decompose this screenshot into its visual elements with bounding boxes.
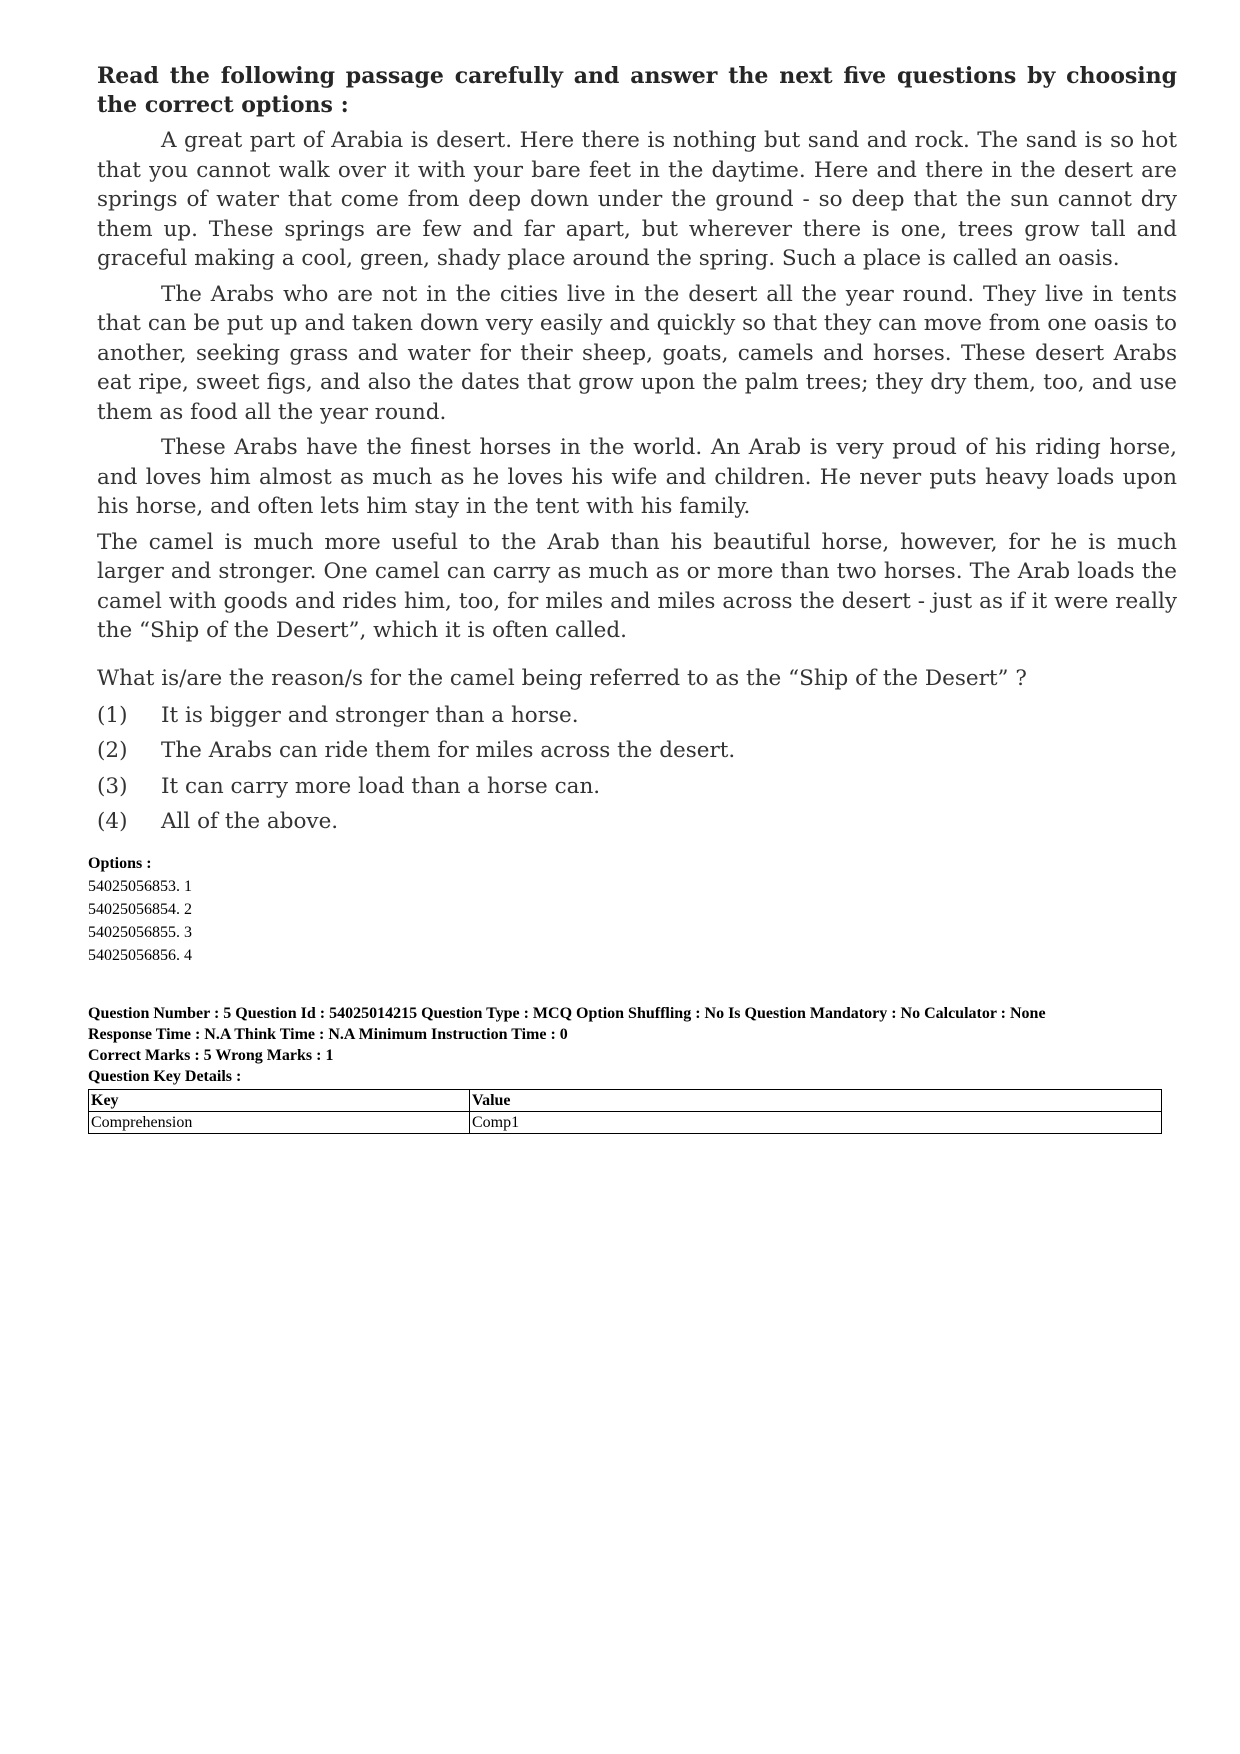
passage-paragraph-1: A great part of Arabia is desert. Here there is nothing but sand and rock. The sand is so hot that you cannot walk over it with your bare feet in the daytime. Here and there in the desert are springs of water that come from deep down under the ground - so deep that the sun cannot dry them up. These springs are few and far apart, but wherever there is one, trees grow tall and graceful making a cool, green, shady place around the spring. Such a place is called an oasis. xyxy=(97,128,1177,271)
answer-choice-text: All of the above. xyxy=(161,809,339,834)
answer-choice-text: The Arabs can ride them for miles across the desert. xyxy=(161,738,736,763)
answer-choice-text: It is bigger and stronger than a horse. xyxy=(161,702,579,728)
table-cell-value: Comp1 xyxy=(470,1112,1162,1134)
answer-choice-number: (1) xyxy=(97,702,128,728)
answer-choice-2 xyxy=(97,733,1177,769)
question-scan xyxy=(97,62,1177,840)
option-id-4: 54025056856. 4 xyxy=(88,947,192,964)
option-id-1: 54025056853. 1 xyxy=(88,878,192,895)
question-key-table xyxy=(88,1089,1162,1134)
passage-paragraph-2: The Arabs who are not in the cities live in the desert all the year round. They live in tents that can be put up and taken down very easily and quickly so that they can move from one oasis to another, seeking grass and water for their sheep, goats, camels and horses. These desert Arabs eat ripe, sweet figs, and also the dates that grow upon the palm trees; they dry them, too, and use them as food all the year round. xyxy=(97,281,1177,425)
answer-choice-1 xyxy=(97,698,1177,734)
answer-choice-number: (4) xyxy=(97,809,128,834)
answer-choice-number: (3) xyxy=(97,773,128,799)
option-id-3: 54025056855. 3 xyxy=(88,924,192,941)
table-header-value: Value xyxy=(470,1090,1162,1112)
table-header-key: Key xyxy=(89,1090,470,1112)
answer-choice-3 xyxy=(97,769,1177,805)
question-metadata xyxy=(88,852,1168,1134)
question-info xyxy=(88,1003,1168,1087)
question-text: What is/are the reason/s for the camel being referred to as the “Ship of the Desert” ? xyxy=(97,665,1027,691)
question-info-line-4: Question Key Details : xyxy=(88,1068,242,1085)
instruction-heading: Read the following passage carefully and answer the next five questions by choosing the correct options : xyxy=(97,63,1177,118)
answer-choice-number: (2) xyxy=(97,738,128,763)
table-cell-key: Comprehension xyxy=(89,1112,470,1134)
question-info-line-1: Question Number : 5 Question Id : 54025014215 Question Type : MCQ Option Shuffling : No Is Question Mandatory : No Calculator : None xyxy=(88,1005,1046,1022)
question-info-line-2: Response Time : N.A Think Time : N.A Minimum Instruction Time : 0 xyxy=(88,1026,568,1043)
option-id-2: 54025056854. 2 xyxy=(88,901,192,918)
answer-choice-4 xyxy=(97,804,1177,840)
answer-choice-text: It can carry more load than a horse can. xyxy=(161,773,601,799)
passage-paragraph-3: These Arabs have the finest horses in the world. An Arab is very proud of his riding horse, and loves him almost as much as he loves his wife and children. He never puts heavy loads upon his horse, and often lets him stay in the tent with his family. xyxy=(97,435,1177,519)
question-info-line-3: Correct Marks : 5 Wrong Marks : 1 xyxy=(88,1047,334,1064)
table-row xyxy=(89,1112,1162,1134)
passage-paragraph-4: The camel is much more useful to the Arab than his beautiful horse, however, for he is much larger and stronger. One camel can carry as much as or more than two horses. The Arab loads the camel with goods and rides him, too, for miles and miles across the desert - just as if it were really the “Ship of the Desert”, which it is often called. xyxy=(97,529,1177,643)
table-header-row xyxy=(89,1090,1162,1112)
options-title: Options : xyxy=(88,855,152,872)
